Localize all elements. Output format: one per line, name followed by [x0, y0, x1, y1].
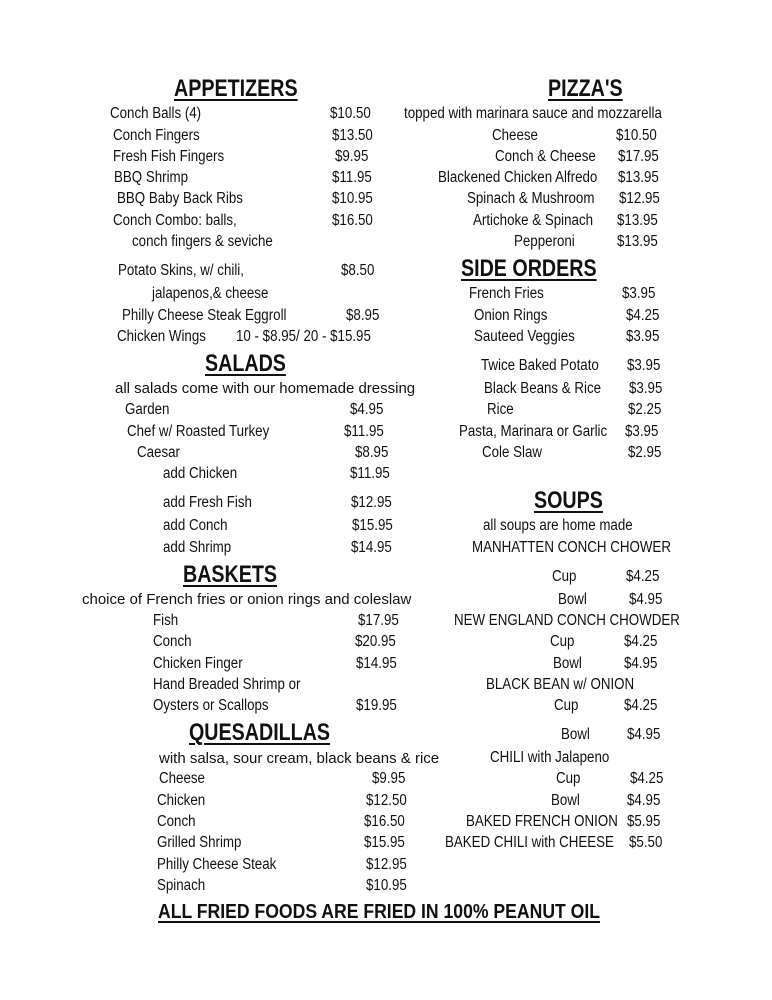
menu-item-price: $13.50 [332, 127, 373, 144]
menu-item-price: $3.95 [622, 285, 656, 302]
menu-item-price: $3.95 [626, 328, 660, 345]
soup-bowl-price: $4.95 [627, 726, 661, 743]
soup-name: BLACK BEAN w/ ONION [486, 676, 635, 693]
menu-item-name: Conch Combo: balls, [113, 212, 237, 229]
menu-item-name: Onion Rings [474, 307, 548, 324]
menu-item-name: Conch Balls (4) [110, 105, 202, 122]
menu-item-price: $10.95 [366, 877, 407, 894]
pizzas-note: topped with marinara sauce and mozzarella [404, 105, 662, 122]
menu-item-name: Artichoke & Spinach [473, 212, 594, 229]
menu-item-name: add Fresh Fish [163, 494, 252, 511]
menu-item-price: $2.25 [628, 401, 662, 418]
menu-item-name: Rice [487, 401, 514, 418]
menu-item-name: Philly Cheese Steak Eggroll [122, 307, 287, 324]
menu-item-name: Sauteed Veggies [474, 328, 575, 345]
menu-item-name: Pasta, Marinara or Garlic [459, 423, 608, 440]
menu-item-name: Pepperoni [514, 233, 575, 250]
baskets-heading: BASKETS [183, 561, 278, 588]
soup-cup-label: Cup [556, 770, 581, 787]
menu-item-price: $20.95 [355, 633, 396, 650]
menu-item-name: Philly Cheese Steak [157, 856, 277, 873]
menu-item-price: $15.95 [364, 834, 405, 851]
soup-cup-price: $4.25 [624, 633, 658, 650]
pizzas-heading: PIZZA'S [548, 75, 623, 102]
menu-item-name: Black Beans & Rice [484, 380, 602, 397]
quesadillas-heading: QUESADILLAS [189, 719, 331, 746]
menu-item-price: $10.50 [330, 105, 371, 122]
menu-item-price: $14.95 [356, 655, 397, 672]
menu-item-price: $15.95 [352, 517, 393, 534]
soup-cup-price: $4.25 [624, 697, 658, 714]
menu-item-price: $13.95 [618, 169, 659, 186]
menu-item-name: Twice Baked Potato [481, 357, 599, 374]
menu-item-name: French Fries [469, 285, 544, 302]
soup-name: CHILI with Jalapeno [490, 749, 610, 766]
menu-item-name: Spinach & Mushroom [467, 190, 595, 207]
menu-item-subline: conch fingers & seviche [132, 233, 273, 250]
menu-item-name: Fish [153, 612, 179, 629]
menu-item-name: Conch [157, 813, 196, 830]
soups-note: all soups are home made [483, 517, 633, 534]
soups-heading: SOUPS [534, 487, 603, 514]
menu-item-price: $13.95 [617, 212, 658, 229]
menu-item-name: Caesar [137, 444, 180, 461]
menu-item-name: Cheese [159, 770, 205, 787]
menu-item-name: Potato Skins, w/ chili, [118, 262, 244, 279]
soup-name: MANHATTEN CONCH CHOWER [472, 539, 671, 556]
soup-bowl-label: Bowl [561, 726, 590, 743]
menu-item-price: $11.95 [344, 423, 384, 440]
menu-item-price: $4.95 [350, 401, 384, 418]
menu-item-name: BAKED FRENCH ONION [466, 813, 618, 830]
menu-item-name: Spinach [157, 877, 206, 894]
side-orders-heading: SIDE ORDERS [461, 255, 597, 282]
soup-cup-label: Cup [550, 633, 575, 650]
menu-item-name: Fresh Fish Fingers [113, 148, 225, 165]
menu-item-price: $4.25 [626, 307, 660, 324]
menu-item-price: $14.95 [351, 539, 392, 556]
soup-name: NEW ENGLAND CONCH CHOWDER [454, 612, 680, 629]
menu-item-name: Conch & Cheese [495, 148, 596, 165]
menu-item-name: add Conch [163, 517, 228, 534]
menu-item-name: Conch [153, 633, 192, 650]
menu-item-name: add Shrimp [163, 539, 232, 556]
menu-item-price: $3.95 [625, 423, 659, 440]
menu-item-name: add Chicken [163, 465, 238, 482]
menu-item-name: Blackened Chicken Alfredo [438, 169, 598, 186]
menu-item-name: Conch Fingers [113, 127, 200, 144]
menu-item-price: $9.95 [335, 148, 369, 165]
menu-item-price: $5.50 [629, 834, 663, 851]
menu-item-price: $11.95 [332, 169, 372, 186]
menu-item-name: BBQ Shrimp [114, 169, 189, 186]
menu-item-price: $8.95 [346, 307, 380, 324]
soup-bowl-label: Bowl [551, 792, 580, 809]
menu-item-price: $13.95 [617, 233, 658, 250]
menu-item-price: $3.95 [629, 380, 663, 397]
soup-bowl-price: $4.95 [624, 655, 658, 672]
menu-item-name: BAKED CHILI with CHEESE [445, 834, 614, 851]
menu-item-name: Hand Breaded Shrimp or [153, 676, 301, 693]
menu-item-price: $19.95 [356, 697, 397, 714]
menu-item-name: Cheese [492, 127, 538, 144]
soup-cup-price: $4.25 [626, 568, 660, 585]
soup-bowl-label: Bowl [558, 591, 587, 608]
baskets-note: choice of French fries or onion rings and coleslaw [82, 591, 412, 608]
soup-cup-label: Cup [554, 697, 579, 714]
soup-bowl-label: Bowl [553, 655, 582, 672]
menu-item-price: $12.95 [619, 190, 660, 207]
menu-item-subline: Oysters or Scallops [153, 697, 269, 714]
menu-item-price: $2.95 [628, 444, 662, 461]
menu-item-price: $8.95 [355, 444, 389, 461]
menu-item-price: $10.95 [332, 190, 373, 207]
salads-heading: SALADS [205, 350, 286, 377]
soup-cup-label: Cup [552, 568, 577, 585]
menu-item-price: $10.50 [616, 127, 657, 144]
appetizers-heading: APPETIZERS [174, 75, 298, 102]
menu-item-price: $11.95 [350, 465, 390, 482]
menu-item-name: Chicken Finger [153, 655, 243, 672]
menu-item-name: Grilled Shrimp [157, 834, 242, 851]
menu-item-name: Chicken [157, 792, 206, 809]
menu-item-subline: jalapenos,& cheese [152, 285, 269, 302]
menu-item-name: Chicken Wings [117, 328, 206, 345]
menu-item-name: Cole Slaw [482, 444, 543, 461]
menu-item-price: $9.95 [372, 770, 406, 787]
menu-item-price: $17.95 [618, 148, 659, 165]
menu-item-name: Garden [125, 401, 170, 418]
menu-item-price: 10 - $8.95/ 20 - $15.95 [236, 328, 371, 345]
menu-item-price: $12.50 [366, 792, 407, 809]
menu-item-price: $3.95 [627, 357, 661, 374]
menu-item-name: Chef w/ Roasted Turkey [127, 423, 270, 440]
menu-item-price: $12.95 [351, 494, 392, 511]
menu-item-price: $17.95 [358, 612, 399, 629]
quesadillas-note: with salsa, sour cream, black beans & rice [159, 750, 440, 767]
peanut-oil-notice: ALL FRIED FOODS ARE FRIED IN 100% PEANUT OIL [158, 901, 601, 923]
menu-item-price: $16.50 [364, 813, 405, 830]
menu-item-name: BBQ Baby Back Ribs [117, 190, 243, 207]
soup-cup-price: $4.25 [630, 770, 664, 787]
menu-item-price: $8.50 [341, 262, 375, 279]
menu-item-price: $12.95 [366, 856, 407, 873]
salads-note: all salads come with our homemade dressing [115, 380, 416, 397]
menu-item-price: $5.95 [627, 813, 661, 830]
soup-bowl-price: $4.95 [629, 591, 663, 608]
menu-item-price: $16.50 [332, 212, 373, 229]
soup-bowl-price: $4.95 [627, 792, 661, 809]
